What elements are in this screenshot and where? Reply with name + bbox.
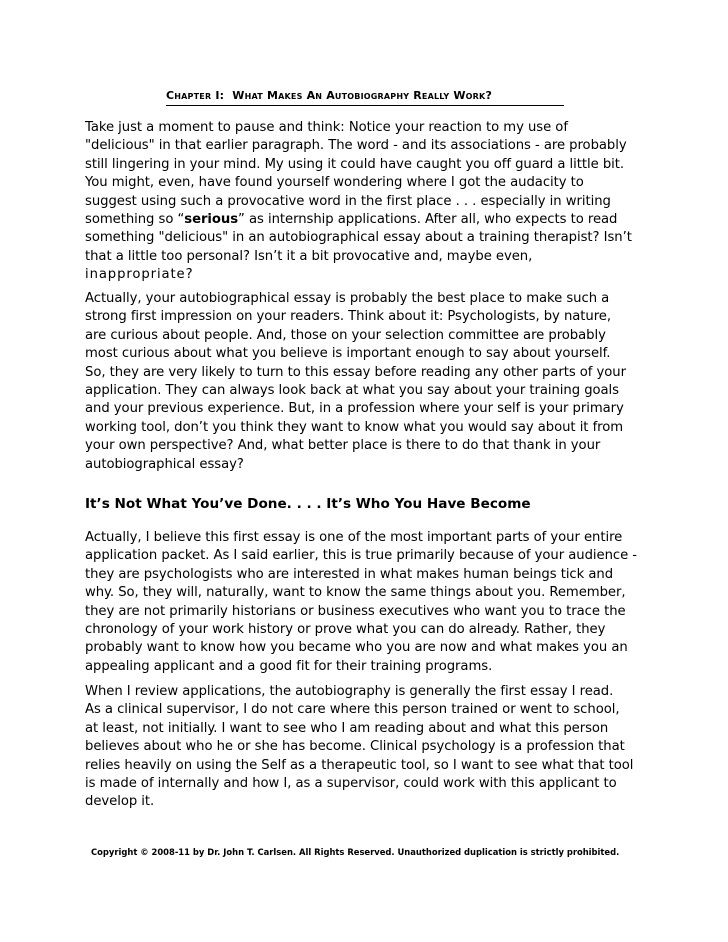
text-line: application. They can always look back at what you say about your training goals	[85, 383, 619, 399]
paragraph-2	[85, 290, 630, 474]
text-line: You might, even, have found yourself wondering where I got the audacity to	[85, 175, 584, 191]
text-line: chronology of your work history or prove what you can do already. Rather, they	[85, 622, 606, 638]
text-line: Actually, your autobiographical essay is probably the best place to make such a	[85, 291, 610, 306]
paragraph-1	[85, 119, 630, 285]
text-line: working tool, don’t you think they want to know what you would say about it from	[85, 419, 624, 435]
copyright-footer: Copyright © 2008-11 by Dr. John T. Carlsen. All Rights Reserved. Unauthorized duplication is strictly prohibited.	[91, 847, 620, 857]
text-line: When I review applications, the autobiography is generally the first essay I read.	[85, 684, 614, 699]
text-fragment: something so “	[85, 212, 185, 228]
text-line: that a little too personal? Isn’t it a bit provocative and, maybe even,	[85, 248, 533, 264]
text-line: autobiographical essay?	[85, 456, 244, 472]
text-line: appealing applicant and a good fit for their training programs.	[85, 658, 493, 674]
text-line: So, they are very likely to turn to this essay before reading any other parts of your	[85, 364, 626, 380]
text-line: why. So, they will, naturally, want to know the same things about you. Remember,	[85, 585, 626, 601]
text-line: suggest using such a provocative word in the first place . . . especially in writing	[85, 193, 611, 209]
text-line: your own perspective? And, what better place is there to do that thank in your	[85, 438, 601, 454]
text-line: something "delicious" in an autobiographical essay about a training therapist? Isn’t	[85, 230, 632, 246]
text-fragment: ” as internship applications. After all, who expects to read	[238, 212, 618, 228]
text-line: they are psychologists who are interested in what makes human beings tick and	[85, 566, 614, 582]
text-line: they are not primarily historians or business executives who want you to trace the	[85, 603, 626, 619]
text-line: Actually, I believe this first essay is one of the most important parts of your entire	[85, 530, 623, 545]
text-line: Take just a moment to pause and think: Notice your reaction to my use of	[85, 120, 568, 135]
text-line: are curious about people. And, those on your selection committee are probably	[85, 327, 606, 343]
chapter-title	[166, 89, 564, 106]
text-line: is made of internally and how I, as a supervisor, could work with this applicant to	[85, 776, 617, 792]
text-line: inappropriate?	[85, 267, 194, 283]
text-line: still lingering in your mind. My using it could have caught you off guard a little bit.	[85, 156, 625, 172]
text-line: application packet. As I said earlier, this is true primarily because of your audience -	[85, 548, 638, 564]
text-line: relies heavily on using the Self as a therapeutic tool, so I want to see what that tool	[85, 757, 634, 773]
text-line: "delicious" in that earlier paragraph. The word - and its associations - are probably	[85, 138, 627, 154]
chapter-title-main: What Makes An Autobiography Really Work?	[232, 89, 493, 102]
text-line: strong first impression on your readers. Think about it: Psychologists, by nature,	[85, 309, 612, 325]
text-line: develop it.	[85, 794, 155, 810]
paragraph-3	[85, 529, 638, 676]
bold-word-serious: serious	[184, 212, 239, 228]
paragraph-4	[85, 683, 634, 812]
chapter-title-prefix: Chapter I:	[166, 89, 225, 102]
text-line: As a clinical supervisor, I do not care where this person trained or went to school,	[85, 702, 620, 718]
text-line: probably want to know how you became who you are now and what makes you an	[85, 640, 628, 656]
section-heading: It’s Not What You’ve Done. . . . It’s Who You Have Become	[85, 496, 531, 512]
text-line: most curious about what you believe is important enough to say about yourself.	[85, 346, 611, 362]
text-line: and your previous experience. But, in a profession where your self is your primary	[85, 401, 624, 417]
text-line	[85, 211, 630, 229]
text-line: believes about who he or she has become. Clinical psychology is a profession that	[85, 739, 625, 755]
text-line: at least, not initially. I want to see who I am reading about and what this person	[85, 720, 609, 736]
